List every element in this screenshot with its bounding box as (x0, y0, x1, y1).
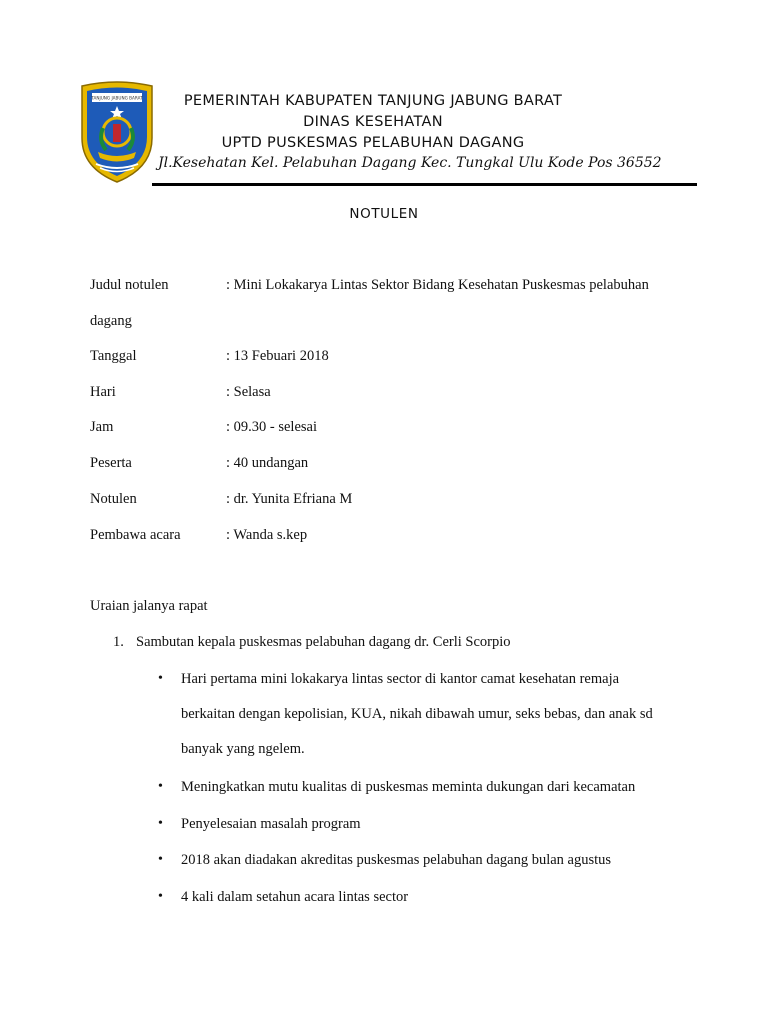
pembawa-acara-label: Pembawa acara (90, 527, 181, 543)
judul-value: : Mini Lokakarya Lintas Sektor Bidang Kesehatan Puskesmas pelabuhan (226, 277, 649, 293)
bullet-4-text: 2018 akan diadakan akreditas puskesmas pelabuhan dagang bulan agustus (181, 852, 612, 868)
hari-label: Hari (90, 384, 116, 400)
judul-label: Judul notulen (90, 277, 169, 293)
header-address: Jl.Kesehatan Kel. Pelabuhan Dagang Kec. Tungkal Ulu Kode Pos 36552 (158, 155, 662, 171)
header-department-line: DINAS KESEHATAN (303, 114, 443, 130)
letterhead-divider (152, 183, 697, 186)
hari-value: : Selasa (226, 384, 271, 400)
bullet-2-text: Meningkatkan mutu kualitas di puskesmas meminta dukungan dari kecamatan (181, 779, 636, 795)
notulen-label: Notulen (90, 491, 137, 507)
header-uptd-line: UPTD PUSKESMAS PELABUHAN DAGANG (221, 135, 525, 151)
peserta-value: : 40 undangan (226, 455, 309, 471)
item-1-number: 1. (113, 634, 124, 650)
peserta-label: Peserta (90, 455, 132, 471)
judul-value-continuation: dagang (90, 313, 132, 329)
bullet-5-text: 4 kali dalam setahun acara lintas sector (181, 889, 409, 905)
bullet-marker: • (158, 779, 163, 794)
uraian-heading: Uraian jalanya rapat (90, 598, 208, 614)
logo-motto-text: TANJUNG JABUNG BARAT (91, 95, 143, 101)
notulen-value: : dr. Yunita Efriana M (226, 491, 353, 507)
bullet-marker: • (158, 889, 163, 904)
header-government-line: PEMERINTAH KABUPATEN TANJUNG JABUNG BARAT (183, 93, 563, 109)
bullet-marker: • (158, 816, 163, 831)
bullet-1-line-3: banyak yang ngelem. (181, 741, 305, 757)
jam-label: Jam (90, 419, 114, 435)
tanggal-label: Tanggal (90, 348, 137, 364)
tanggal-value: : 13 Febuari 2018 (226, 348, 329, 364)
pembawa-acara-value: : Wanda s.kep (226, 527, 308, 543)
regency-emblem-logo (76, 80, 158, 184)
bullet-1-line-2: berkaitan dengan kepolisian, KUA, nikah dibawah umur, seks bebas, dan anak sd (181, 706, 653, 722)
bullet-1-line-1: Hari pertama mini lokakarya lintas sector di kantor camat kesehatan remaja (181, 671, 620, 687)
bullet-3-text: Penyelesaian masalah program (181, 816, 361, 832)
bullet-marker: • (158, 671, 163, 686)
jam-value: : 09.30 - selesai (226, 419, 318, 435)
bullet-marker: • (158, 852, 163, 867)
document-title: NOTULEN (349, 206, 419, 222)
item-1-text: Sambutan kepala puskesmas pelabuhan dagang dr. Cerli Scorpio (136, 634, 511, 650)
